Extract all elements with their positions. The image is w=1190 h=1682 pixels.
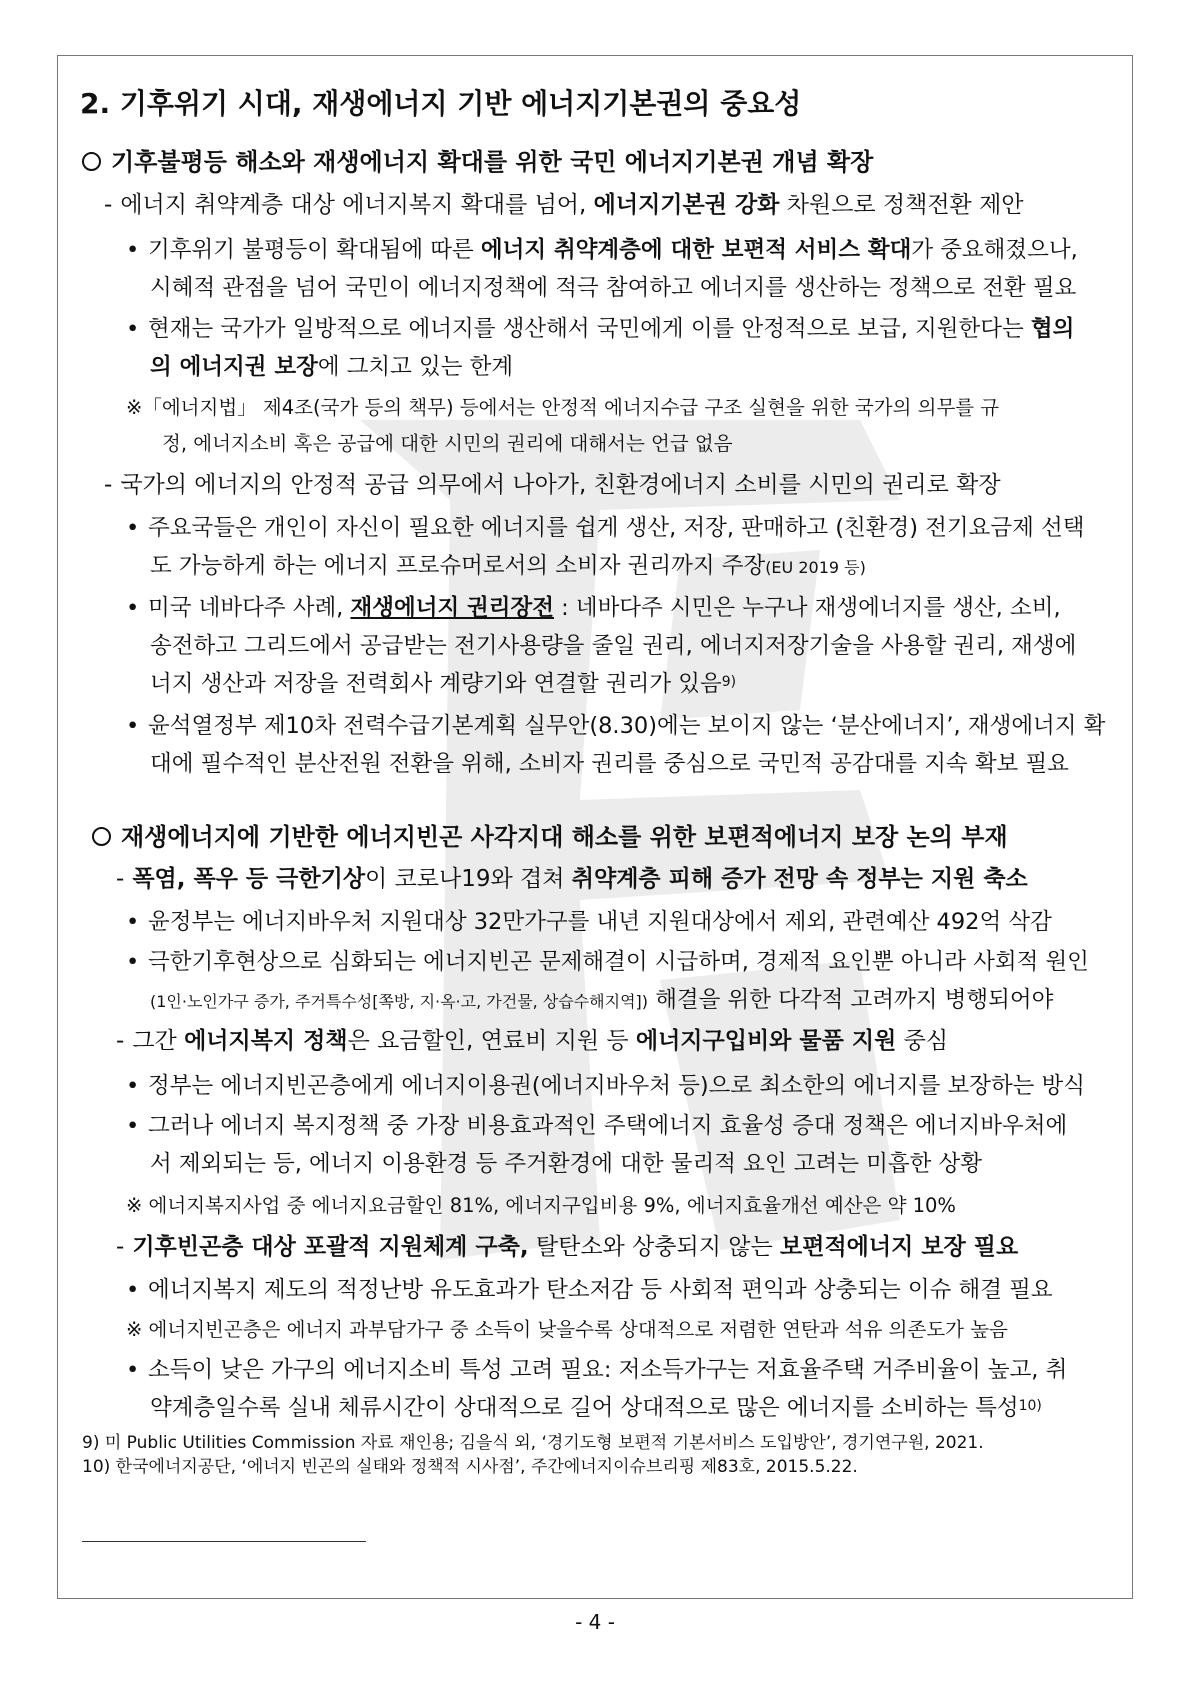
footnote-9: 9) 미 Public Utilities Commission 자료 재인용; 김을식 외, ‘경기도형 보편적 기본서비스 도입방안’, 경기연구원, 2021. — [82, 1433, 984, 1453]
sub2-bullet-1: • 윤정부는 에너지바우처 지원대상 32만가구를 내년 지원대상에서 제외, 관련예산 492억 삭감 — [126, 909, 1052, 935]
sub1-bullet-5-line-1: • 윤석열정부 제10차 전력수급기본계획 실무안(8.30)에는 보이지 않는 ‘분산에너지’, 재생에너지 확 — [126, 713, 1106, 739]
sub1-bullet-5-line-2: 대에 필수적인 분산전원 전환을 위해, 소비자 권리를 중심으로 국민적 공감대를 지속 확보 필요 — [150, 751, 1069, 777]
sub1-bullet-4-line-1: • 미국 네바다주 사례, 재생에너지 권리장전 : 네바다주 시민은 누구나 재생에너지를 생산, 소비, — [126, 595, 1061, 621]
sub1-bullet-3-line-2: 도 가능하게 하는 에너지 프로슈머로서의 소비자 권리까지 주장(EU 2019 등) — [150, 553, 866, 579]
section-title: 2. 기후위기 시대, 재생에너지 기반 에너지기본권의 중요성 — [80, 87, 802, 120]
sub1-note-1-line-2: 정, 에너지소비 혹은 공급에 대한 시민의 권리에 대해서는 언급 없음 — [162, 432, 733, 455]
sub1-bullet-2-line-2: 의 에너지권 보장에 그치고 있는 한계 — [150, 354, 514, 380]
sub1-bullet-4-line-2: 송전하고 그리드에서 공급받는 전기사용량을 줄일 권리, 에너지저장기술을 사용할 권리, 재생에 — [150, 633, 1077, 659]
subsection-2-heading — [92, 817, 1008, 852]
footnote-10: 10) 한국에너지공단, ‘에너지 빈곤의 실태와 정책적 시사점’, 주간에너지이슈브리핑 제83호, 2015.5.22. — [82, 1457, 858, 1477]
sub1-dash-2: - 국가의 에너지의 안정적 공급 의무에서 나아가, 친환경에너지 소비를 시민의 권리로 확장 — [104, 472, 1001, 498]
sub1-bullet-2-line-1: • 현재는 국가가 일방적으로 에너지를 생산해서 국민에게 이를 안정적으로 보급, 지원한다는 협의 — [126, 316, 1075, 342]
subsection-1-title: 기후불평등 해소와 재생에너지 확대를 위한 국민 에너지기본권 개념 확장 — [111, 148, 874, 176]
sub2-dash-3: - 기후빈곤층 대상 포괄적 지원체계 구축, 탈탄소와 상충되지 않는 보편적에너지 보장 필요 — [116, 1234, 1019, 1260]
sub2-bullet-3: • 정부는 에너지빈곤층에게 에너지이용권(에너지바우처 등)으로 최소한의 에너지를 보장하는 방식 — [126, 1073, 1086, 1099]
subsection-1-heading — [82, 142, 873, 177]
sub2-bullet-6-line-1: • 소득이 낮은 가구의 에너지소비 특성 고려 필요: 저소득가구는 저효율주택 거주비율이 높고, 취 — [126, 1357, 1068, 1383]
sub2-bullet-2-line-2: (1인·노인가구 증가, 주거특수성[쪽방, 지·옥·고, 가건물, 상습수해지역]) 해결을 위한 다각적 고려까지 병행되어야 — [150, 987, 1054, 1013]
circle-bullet-icon — [82, 152, 101, 171]
sub2-bullet-4-line-1: • 그러나 에너지 복지정책 중 가장 비용효과적인 주택에너지 효율성 증대 정책은 에너지바우처에 — [126, 1113, 1068, 1139]
sub1-bullet-4-line-3: 너지 생산과 저장을 전력회사 계량기와 연결할 권리가 있음$^{9)}$ — [150, 671, 737, 697]
sub1-note-1-line-1: ※「에너지법」 제4조(국가 등의 책무) 등에서는 안정적 에너지수급 구조 실현을 위한 국가의 의무를 규 — [126, 396, 1000, 419]
sub2-note-1: ※ 에너지복지사업 중 에너지요금할인 81%, 에너지구입비용 9%, 에너지효율개선 예산은 약 10% — [126, 1194, 956, 1217]
sub2-bullet-5: • 에너지복지 제도의 적정난방 유도효과가 탄소저감 등 사회적 편익과 상충되는 이슈 해결 필요 — [126, 1277, 1053, 1303]
sub2-dash-1: - 폭염, 폭우 등 극한기상이 코로나19와 겹쳐 취약계층 피해 증가 전망 속 정부는 지원 축소 — [116, 866, 1028, 892]
sub2-bullet-4-line-2: 서 제외되는 등, 에너지 이용환경 등 주거환경에 대한 물리적 요인 고려는 미흡한 상황 — [150, 1151, 982, 1177]
circle-bullet-icon — [92, 827, 111, 846]
sub1-bullet-1-line-2: 시혜적 관점을 넘어 국민이 에너지정책에 적극 참여하고 에너지를 생산하는 정책으로 전환 필요 — [150, 275, 1077, 301]
sub1-bullet-1-line-1: • 기후위기 불평등이 확대됨에 따른 에너지 취약계층에 대한 보편적 서비스 확대가 중요해졌으나, — [126, 237, 1078, 263]
sub1-bullet-3-line-1: • 주요국들은 개인이 자신이 필요한 에너지를 쉽게 생산, 저장, 판매하고 (친환경) 전기요금제 선택 — [126, 515, 1085, 541]
subsection-2-title: 재생에너지에 기반한 에너지빈곤 사각지대 해소를 위한 보편적에너지 보장 논의 부재 — [121, 823, 1008, 851]
sub2-bullet-6-line-2: 약계층일수록 실내 체류시간이 상대적으로 길어 상대적으로 많은 에너지를 소비하는 특성$^{10)}$ — [150, 1395, 1042, 1421]
sub2-note-2: ※ 에너지빈곤층은 에너지 과부담가구 중 소득이 낮을수록 상대적으로 저렴한 연탄과 석유 의존도가 높음 — [126, 1318, 1008, 1341]
sub2-bullet-2-line-1: • 극한기후현상으로 심화되는 에너지빈곤 문제해결이 시급하며, 경제적 요인뿐 아니라 사회적 원인 — [126, 949, 1089, 975]
footnote-divider — [82, 1541, 366, 1542]
page-number: - 4 - — [575, 1610, 615, 1634]
sub1-dash-1: - 에너지 취약계층 대상 에너지복지 확대를 넘어, 에너지기본권 강화 차원으로 정책전환 제안 — [104, 192, 1024, 218]
sub2-dash-2: - 그간 에너지복지 정책은 요금할인, 연료비 지원 등 에너지구입비와 물품 지원 중심 — [116, 1028, 949, 1054]
